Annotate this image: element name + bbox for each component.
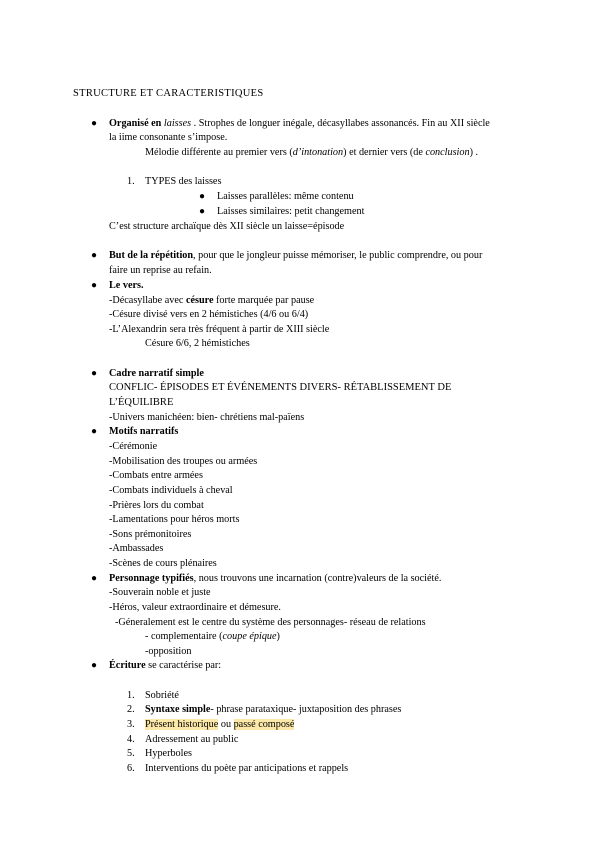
- types-note: C’est structure archaïque dès XII siècle un laisse=épisode: [109, 221, 345, 232]
- motif-item: -Ambassades: [109, 543, 164, 554]
- personnage-line: -Héros, valeur extraordinaire et démesure.: [109, 602, 281, 613]
- motif-item: -Mobilisation des troupes ou armées: [109, 456, 258, 467]
- personnages-paragraph: Personnage typifiés, nous trouvons une incarnation (contre)valeurs de la société.: [109, 573, 442, 584]
- bullet-icon: ●: [91, 426, 98, 437]
- types-item: Laisses similaires: petit changement: [217, 206, 365, 217]
- highlighted-text: passé composé: [233, 719, 295, 730]
- ecriture-number: 5.: [127, 748, 135, 759]
- bullet-icon: ●: [91, 118, 98, 129]
- ecriture-item: Syntaxe simple- phrase parataxique- juxtaposition des phrases: [145, 704, 402, 715]
- motif-item: -Lamentations pour héros morts: [109, 514, 240, 525]
- vers-line: -Césure divisé vers en 2 hémistiches (4/6 ou 6/4): [109, 309, 309, 320]
- cadre-heading: Cadre narratif simple: [109, 368, 204, 379]
- laisses-paragraph-line2: la iime consonante s’impose.: [109, 132, 228, 143]
- ecriture-item: Interventions du poète par anticipations et rappels: [145, 763, 349, 774]
- vers-line: -L’Alexandrin sera très fréquent à partir de XIII siècle: [109, 324, 330, 335]
- personnage-line: -Géneralement est le centre du système des personnages- réseau de relations: [115, 617, 426, 628]
- bullet-icon: ●: [199, 206, 206, 217]
- highlighted-text: Présent historique: [145, 719, 219, 730]
- bullet-icon: ●: [91, 368, 98, 379]
- cadre-line: -Univers manichéen: bien- chrétiens mal-païens: [109, 412, 305, 423]
- ecriture-paragraph: Écriture se caractérise par:: [109, 660, 222, 671]
- personnage-line: -opposition: [145, 646, 192, 657]
- personnage-line: - complementaire (coupe épique): [145, 631, 280, 642]
- ecriture-item: Adressement au public: [145, 734, 239, 745]
- ecriture-item: Sobriété: [145, 690, 179, 701]
- motif-item: -Combats individuels à cheval: [109, 485, 233, 496]
- repetition-paragraph-line2: faire un reprise au refain.: [109, 265, 212, 276]
- ecriture-number: 3.: [127, 719, 135, 730]
- cadre-line: L’ÉQUILIBRE: [109, 397, 174, 408]
- motif-item: -Combats entre armées: [109, 470, 203, 481]
- vers-line: -Décasyllabe avec césure forte marquée par pause: [109, 295, 315, 306]
- laisses-term: laisses: [163, 118, 192, 129]
- motif-item: -Prières lors du combat: [109, 500, 204, 511]
- ecriture-item: Présent historique ou passé composé: [145, 719, 295, 730]
- laisses-label: Organisé en: [109, 118, 162, 129]
- bullet-icon: ●: [91, 660, 98, 671]
- page-title: STRUCTURE ET CARACTERISTIQUES: [73, 88, 264, 99]
- melody-line: Mélodie différente au premier vers (d’intonation) et dernier vers (de conclusion) .: [145, 147, 479, 158]
- repetition-paragraph: But de la répétition, pour que le jongleur puisse mémoriser, le public comprendre, ou pour: [109, 250, 483, 261]
- vers-heading: Le vers.: [109, 280, 144, 291]
- vers-line: Césure 6/6, 2 hémistiches: [145, 338, 250, 349]
- types-heading: TYPES des laisses: [145, 176, 222, 187]
- types-item: Laisses parallèles: même contenu: [217, 191, 354, 202]
- bullet-icon: ●: [91, 573, 98, 584]
- ecriture-number: 2.: [127, 704, 135, 715]
- personnage-line: -Souverain noble et juste: [109, 587, 211, 598]
- laisses-paragraph: Organisé en laisses . Strophes de longuer inégale, décasyllabes assonancés. Fin au XII siècle: [109, 118, 490, 129]
- ecriture-number: 6.: [127, 763, 135, 774]
- bullet-icon: ●: [91, 250, 98, 261]
- cadre-line: CONFLIC- ÉPISODES ET ÉVÉNEMENTS DIVERS- RÉTABLISSEMENT DE: [109, 382, 452, 393]
- motifs-heading: Motifs narratifs: [109, 426, 179, 437]
- motif-item: -Sons prémonitoires: [109, 529, 192, 540]
- bullet-icon: ●: [91, 280, 98, 291]
- motif-item: -Cérémonie: [109, 441, 158, 452]
- motif-item: -Scènes de cours plénaires: [109, 558, 217, 569]
- ecriture-number: 4.: [127, 734, 135, 745]
- bullet-icon: ●: [199, 191, 206, 202]
- types-number: 1.: [127, 176, 135, 187]
- ecriture-number: 1.: [127, 690, 135, 701]
- ecriture-item: Hyperboles: [145, 748, 192, 759]
